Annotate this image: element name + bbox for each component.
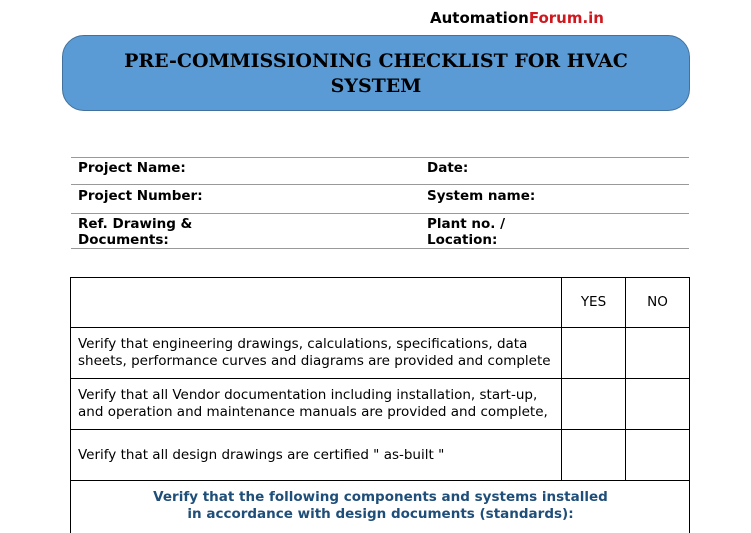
site-logo: [430, 9, 604, 27]
system-name-label: System name:: [420, 185, 689, 214]
yes-checkbox-cell[interactable]: [562, 430, 626, 481]
ref-drawing-label: [71, 214, 420, 249]
title-banner: [62, 35, 690, 111]
header-blank-cell: [71, 278, 562, 328]
checklist-row: [71, 328, 690, 379]
yes-column-header: YES: [562, 278, 626, 328]
logo-text-automation: Automation: [430, 9, 529, 27]
section-heading-line1: Verify that the following components and systems installed: [153, 489, 608, 505]
item-text-line: Verify that all design drawings are certified " as-built ": [78, 446, 445, 463]
no-checkbox-cell[interactable]: [626, 328, 690, 379]
item-text-line: sheets, performance curves and diagrams are provided and complete: [78, 353, 551, 369]
yes-checkbox-cell[interactable]: [562, 379, 626, 430]
section-heading-line2: in accordance with design documents (standards):: [187, 506, 574, 522]
ref-drawing-label-line1: Ref. Drawing &: [78, 216, 193, 232]
checklist-header-row: [71, 278, 690, 328]
checklist-item-text: [71, 430, 562, 481]
project-number-label: Project Number:: [71, 185, 420, 214]
project-name-label: Project Name:: [71, 158, 420, 185]
checklist-item-text: [71, 328, 562, 379]
checklist-item-text: [71, 379, 562, 430]
item-text-line: and operation and maintenance manuals are provided and complete,: [78, 404, 548, 420]
date-label: Date:: [420, 158, 689, 185]
no-column-header: NO: [626, 278, 690, 328]
item-text-line: Verify that all Vendor documentation including installation, start-up,: [78, 387, 538, 403]
no-checkbox-cell[interactable]: [626, 430, 690, 481]
no-checkbox-cell[interactable]: [626, 379, 690, 430]
plant-location-label-line2: Location:: [427, 232, 498, 248]
yes-checkbox-cell[interactable]: [562, 328, 626, 379]
section-heading: [71, 481, 690, 533]
section-heading-row: [71, 481, 690, 533]
checklist-row: [71, 430, 690, 481]
checklist-table: [70, 277, 690, 533]
ref-drawing-label-line2: Documents:: [78, 232, 169, 248]
logo-text-forum: Forum.in: [528, 9, 604, 27]
checklist-row: [71, 379, 690, 430]
info-row-project-name: [71, 158, 689, 185]
project-info-table: [71, 157, 689, 249]
info-row-ref-drawing: [71, 214, 689, 249]
item-text-line: Verify that engineering drawings, calculations, specifications, data: [78, 336, 528, 352]
info-row-project-number: [71, 185, 689, 214]
document-title: PRE-COMMISSIONING CHECKLIST FOR HVAC SYSTEM: [124, 50, 628, 97]
plant-location-label: [420, 214, 689, 249]
plant-location-label-line1: Plant no. /: [427, 216, 506, 232]
